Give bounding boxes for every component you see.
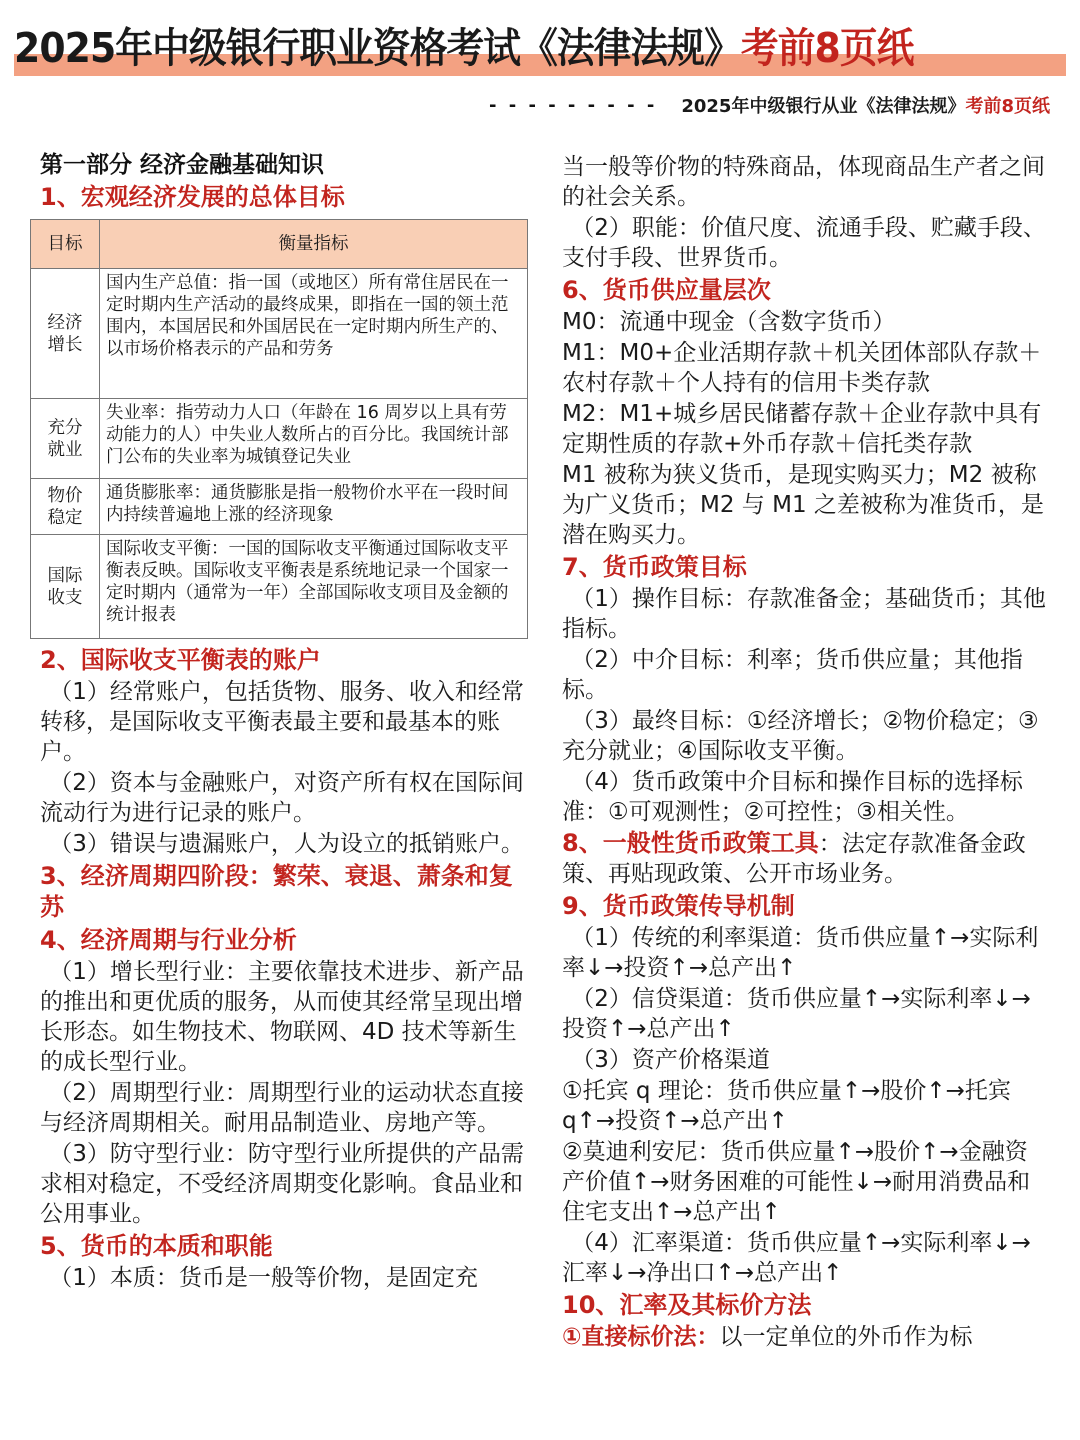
left-column xyxy=(40,150,530,1294)
table-cell-target: 充分就业 xyxy=(31,399,100,479)
table-row xyxy=(31,535,528,639)
table-cell-metric: 失业率：指劳动力人口（年龄在 16 周岁以上具有劳动能力的人）中失业人数所占的百分比。我国统计部门公布的失业率为城镇登记失业 xyxy=(100,399,528,479)
paragraph: （1）本质：货币是一般等价物，是固定充 xyxy=(49,1265,478,1291)
page-title xyxy=(14,18,913,78)
page-title-main: 2025年中级银行职业资格考试《法律法规》 xyxy=(14,24,741,72)
section-4-title: 4、经济周期与行业分析 xyxy=(40,926,297,954)
paragraph: （4）汇率渠道：货币供应量↑→实际利率↓→汇率↓→净出口↑→总产出↑ xyxy=(562,1230,1031,1286)
section-8-text: ：法定存款准备金政策、再贴现政策、公开市场业务。 xyxy=(562,831,1026,887)
paragraph xyxy=(562,828,1047,889)
section-10-title: 10、汇率及其标价方法 xyxy=(562,1291,812,1319)
table-row xyxy=(31,479,528,535)
paragraph: （3）防守型行业：防守型行业所提供的产品需求相对稳定，不受经济周期变化影响。食品业和公用事业。 xyxy=(40,1141,524,1227)
table-head-metric: 衡量指标 xyxy=(100,220,528,269)
table-head-target: 目标 xyxy=(31,220,100,269)
part-title: 第一部分 经济金融基础知识 xyxy=(40,152,325,178)
subheader xyxy=(489,90,1050,120)
paragraph: （3）错误与遗漏账户，人为设立的抵销账户。 xyxy=(49,831,524,857)
paragraph: （1）增长型行业：主要依靠技术进步、新产品的推出和更优质的服务，从而使其经常呈现出增长形态。如生物技术、物联网、4D 技术等新生的成长型行业。 xyxy=(40,959,524,1075)
section-6-title: 6、货币供应量层次 xyxy=(562,276,771,304)
dash-divider: - - - - - - - - - xyxy=(488,94,658,116)
section-8-title: 8、一般性货币政策工具 xyxy=(562,829,819,857)
paragraph: ②莫迪利安尼：货币供应量↑→股价↑→金融资产价值↑→财务困难的可能性↓→耐用消费品和住宅支出↑→总产出↑ xyxy=(562,1139,1031,1225)
table-row xyxy=(31,269,528,399)
table-cell-metric: 国际收支平衡：一国的国际收支平衡通过国际收支平衡表反映。国际收支平衡表是系统地记录一个国家一定时期内（通常为一年）全部国际收支项目及金额的统计报表 xyxy=(100,535,528,639)
paragraph: （2）资本与金融账户，对资产所有权在国际间流动行为进行记录的账户。 xyxy=(40,770,524,826)
section-3-title: 3、经济周期四阶段：繁荣、衰退、萧条和复苏 xyxy=(40,862,513,921)
section-2-title: 2、国际收支平衡表的账户 xyxy=(40,646,321,674)
subtitle-red: 考前8页纸 xyxy=(965,96,1050,117)
paragraph xyxy=(562,1322,1047,1352)
paragraph: （1）传统的利率渠道：货币供应量↑→实际利率↓→投资↑→总产出↑ xyxy=(562,925,1039,981)
table-cell-target: 国际收支 xyxy=(31,535,100,639)
subtitle xyxy=(681,92,1050,118)
paragraph: M1 被称为狭义货币，是现实购买力；M2 被称为广义货币；M2 与 M1 之差被称为准货币，是潜在购买力。 xyxy=(562,462,1044,548)
paragraph: 当一般等价物的特殊商品，体现商品生产者之间的社会关系。 xyxy=(562,154,1045,210)
paragraph: M1：M0+企业活期存款＋机关团体部队存款＋农村存款＋个人持有的信用卡类存款 xyxy=(562,340,1042,396)
section-9-title: 9、货币政策传导机制 xyxy=(562,892,795,920)
table-cell-target: 物价稳定 xyxy=(31,479,100,535)
section-10-text: 以一定单位的外币作为标 xyxy=(719,1324,973,1350)
paragraph: （3）资产价格渠道 xyxy=(571,1047,770,1073)
paragraph: M0：流通中现金（含数字货币） xyxy=(562,309,896,335)
right-column xyxy=(562,152,1047,1353)
paragraph: （2）信贷渠道：货币供应量↑→实际利率↓→投资↑→总产出↑ xyxy=(562,986,1031,1042)
section-10-lead: ①直接标价法： xyxy=(562,1324,720,1350)
subtitle-main: 2025年中级银行从业《法律法规》 xyxy=(681,96,966,117)
table-cell-target: 经济增长 xyxy=(31,269,100,399)
section-5-title: 5、货币的本质和职能 xyxy=(40,1232,273,1260)
table-cell-metric: 国内生产总值：指一国（或地区）所有常住居民在一定时期内生产活动的最终成果，即指在一国的领土范围内，本国居民和外国居民在一定时期内所生产的、以市场价格表示的产品和劳务 xyxy=(100,269,528,399)
paragraph: （1）操作目标：存款准备金；基础货币；其他指标。 xyxy=(562,586,1046,642)
section-1-title: 1、宏观经济发展的总体目标 xyxy=(40,183,345,211)
table-row xyxy=(31,399,528,479)
header xyxy=(0,0,1080,100)
paragraph: ①托宾 q 理论：货币供应量↑→股价↑→托宾 q↑→投资↑→总产出↑ xyxy=(562,1078,1011,1134)
paragraph: （2）周期型行业：周期型行业的运动状态直接与经济周期相关。耐用品制造业、房地产等。 xyxy=(40,1080,524,1136)
macro-goals-table xyxy=(30,219,528,639)
paragraph: （4）货币政策中介目标和操作目标的选择标准：①可观测性；②可控性；③相关性。 xyxy=(562,769,1023,825)
table-cell-metric: 通货膨胀率：通货膨胀是指一般物价水平在一段时间内持续普遍地上涨的经济现象 xyxy=(100,479,528,535)
table-header-row xyxy=(31,220,528,269)
paragraph: M2：M1+城乡居民储蓄存款＋企业存款中具有定期性质的存款+外币存款＋信托类存款 xyxy=(562,401,1042,457)
page-title-red: 考前8页纸 xyxy=(740,24,914,72)
paragraph: （3）最终目标：①经济增长；②物价稳定；③充分就业；④国际收支平衡。 xyxy=(562,708,1039,764)
paragraph: （1）经常账户，包括货物、服务、收入和经常转移，是国际收支平衡表最主要和最基本的账户。 xyxy=(40,679,524,765)
paragraph: （2）中介目标：利率；货币供应量；其他指标。 xyxy=(562,647,1023,703)
paragraph: （2）职能：价值尺度、流通手段、贮藏手段、支付手段、世界货币。 xyxy=(562,215,1046,271)
section-7-title: 7、货币政策目标 xyxy=(562,553,747,581)
